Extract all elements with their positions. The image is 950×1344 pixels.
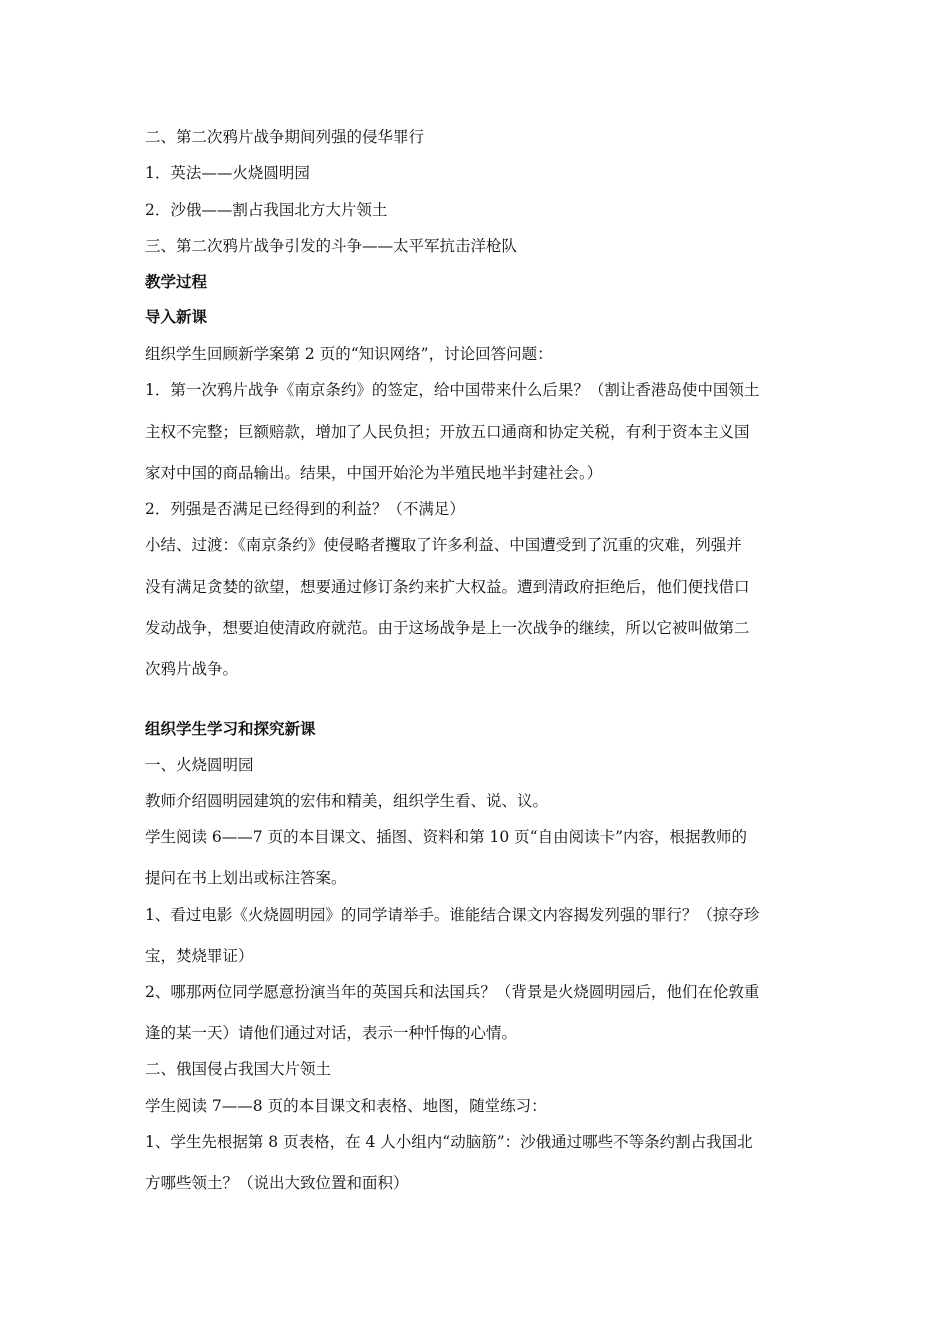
paragraph-line: 1．第一次鸦片战争《南京条约》的签定，给中国带来什么后果？（割让香港岛使中国领土 (145, 381, 760, 399)
bold-heading: 教学过程 (145, 273, 208, 291)
paragraph-line: 逢的某一天）请他们通过对话，表示一种忏悔的心情。 (145, 1024, 518, 1042)
paragraph-line: 1、学生先根据第 8 页表格，在 4 人小组内“动脑筋”：沙俄通过哪些不等条约割占我国北 (145, 1133, 753, 1151)
paragraph-line: 主权不完整；巨额赔款，增加了人民负担；开放五口通商和协定关税，有利于资本主义国 (145, 423, 750, 441)
paragraph-line: 2．列强是否满足已经得到的利益？（不满足） (145, 500, 465, 518)
paragraph-line: 宝，焚烧罪证） (145, 947, 254, 965)
paragraph-line: 发动战争，想要迫使清政府就范。由于这场战争是上一次战争的继续，所以它被叫做第二 (145, 619, 750, 637)
paragraph-line: 没有满足贪婪的欲望，想要通过修订条约来扩大权益。遭到清政府拒绝后，他们便找借口 (145, 578, 750, 596)
section-heading: 三、第二次鸦片战争引发的斗争——太平军抗击洋枪队 (145, 237, 518, 255)
section-heading: 二、俄国侵占我国大片领土 (145, 1060, 332, 1078)
section-heading: 二、第二次鸦片战争期间列强的侵华罪行 (145, 128, 425, 146)
bold-heading: 组织学生学习和探究新课 (145, 720, 316, 738)
paragraph-line: 家对中国的商品输出。结果，中国开始沦为半殖民地半封建社会。） (145, 464, 603, 482)
bold-heading: 导入新课 (145, 308, 208, 326)
paragraph-line: 组织学生回顾新学案第 2 页的“知识网络”，讨论回答问题： (145, 345, 553, 363)
paragraph-line: 学生阅读 7——8 页的本目课文和表格、地图，随堂练习： (145, 1097, 547, 1115)
list-item: 2．沙俄——割占我国北方大片领土 (145, 201, 388, 219)
paragraph-line: 次鸦片战争。 (145, 660, 239, 678)
section-heading: 一、火烧圆明园 (145, 756, 254, 774)
list-item: 1．英法——火烧圆明园 (145, 164, 310, 182)
paragraph-line: 提问在书上划出或标注答案。 (145, 869, 347, 887)
paragraph-line: 教师介绍圆明园建筑的宏伟和精美，组织学生看、说、议。 (145, 792, 549, 810)
paragraph-line: 方哪些领土？（说出大致位置和面积） (145, 1174, 409, 1192)
paragraph-line: 学生阅读 6——7 页的本目课文、插图、资料和第 10 页“自由阅读卡”内容，根据教师的 (145, 828, 748, 846)
paragraph-line: 1、看过电影《火烧圆明园》的同学请举手。谁能结合课文内容揭发列强的罪行？（掠夺珍 (145, 906, 760, 924)
paragraph-line: 小结、过渡：《南京条约》使侵略者攫取了许多利益、中国遭受到了沉重的灾难，列强并 (145, 536, 742, 554)
paragraph-line: 2、哪那两位同学愿意扮演当年的英国兵和法国兵？（背景是火烧圆明园后，他们在伦敦重 (145, 983, 760, 1001)
